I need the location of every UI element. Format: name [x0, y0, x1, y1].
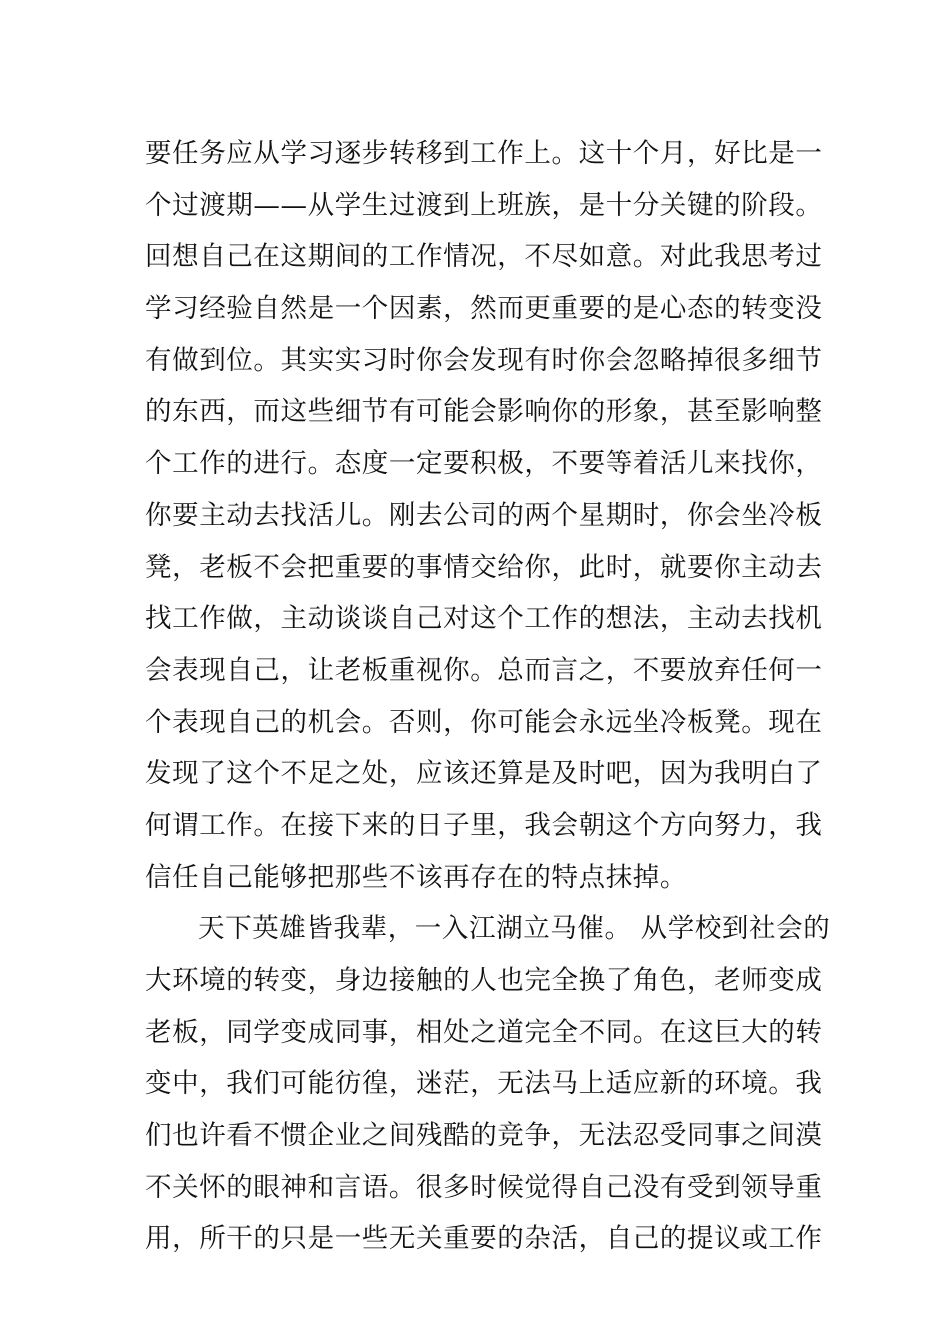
text-line: 老板，同学变成同事，相处之道完全不同。在这巨大的转	[145, 1016, 823, 1048]
text-line: 们也许看不惯企业之间残酷的竞争，无法忍受同事之间漠	[145, 1120, 823, 1152]
text-line: 你要主动去找活儿。刚去公司的两个星期时，你会坐冷板	[145, 499, 823, 531]
text-line: 信任自己能够把那些不该再存在的特点抹掉。	[145, 861, 687, 893]
text-line: 变中，我们可能彷徨，迷茫，无法马上适应新的环境。我	[145, 1068, 823, 1100]
text-line: 大环境的转变，身边接触的人也完全换了角色，老师变成	[145, 965, 823, 996]
text-line: 有做到位。其实实习时你会发现有时你会忽略掉很多细节	[145, 344, 823, 376]
text-line: 找工作做，主动谈谈自己对这个工作的想法，主动去找机	[145, 603, 823, 635]
text-line: 的东西，而这些细节有可能会影响你的形象，甚至影响整	[145, 396, 823, 428]
text-line: 个工作的进行。态度一定要积极，不要等着活儿来找你，	[145, 448, 823, 480]
body-text	[145, 128, 831, 1265]
text-line: 回想自己在这期间的工作情况，不尽如意。对此我思考过	[145, 241, 823, 273]
text-line: 凳，老板不会把重要的事情交给你，此时，就要你主动去	[145, 551, 823, 583]
text-line: 个过渡期——从学生过渡到上班族，是十分关键的阶段。	[145, 189, 823, 221]
text-line: 不关怀的眼神和言语。很多时候觉得自己没有受到领导重	[145, 1171, 823, 1203]
text-line: 要任务应从学习逐步转移到工作上。这十个月，好比是一	[145, 138, 823, 169]
text-line: 用，所干的只是一些无关重要的杂活，自己的提议或工作	[145, 1223, 823, 1255]
text-line: 学习经验自然是一个因素，然而更重要的是心态的转变没	[145, 293, 823, 325]
text-line: 发现了这个不足之处，应该还算是及时吧，因为我明白了	[145, 758, 823, 790]
text-line: 个表现自己的机会。否则，你可能会永远坐冷板凳。现在	[145, 706, 823, 738]
paragraph-start-line: 天下英雄皆我辈，一入江湖立马催。 从学校到社会的	[198, 913, 831, 945]
text-line: 会表现自己，让老板重视你。总而言之，不要放弃任何一	[145, 654, 823, 686]
text-line: 何谓工作。在接下来的日子里，我会朝这个方向努力，我	[145, 809, 823, 841]
